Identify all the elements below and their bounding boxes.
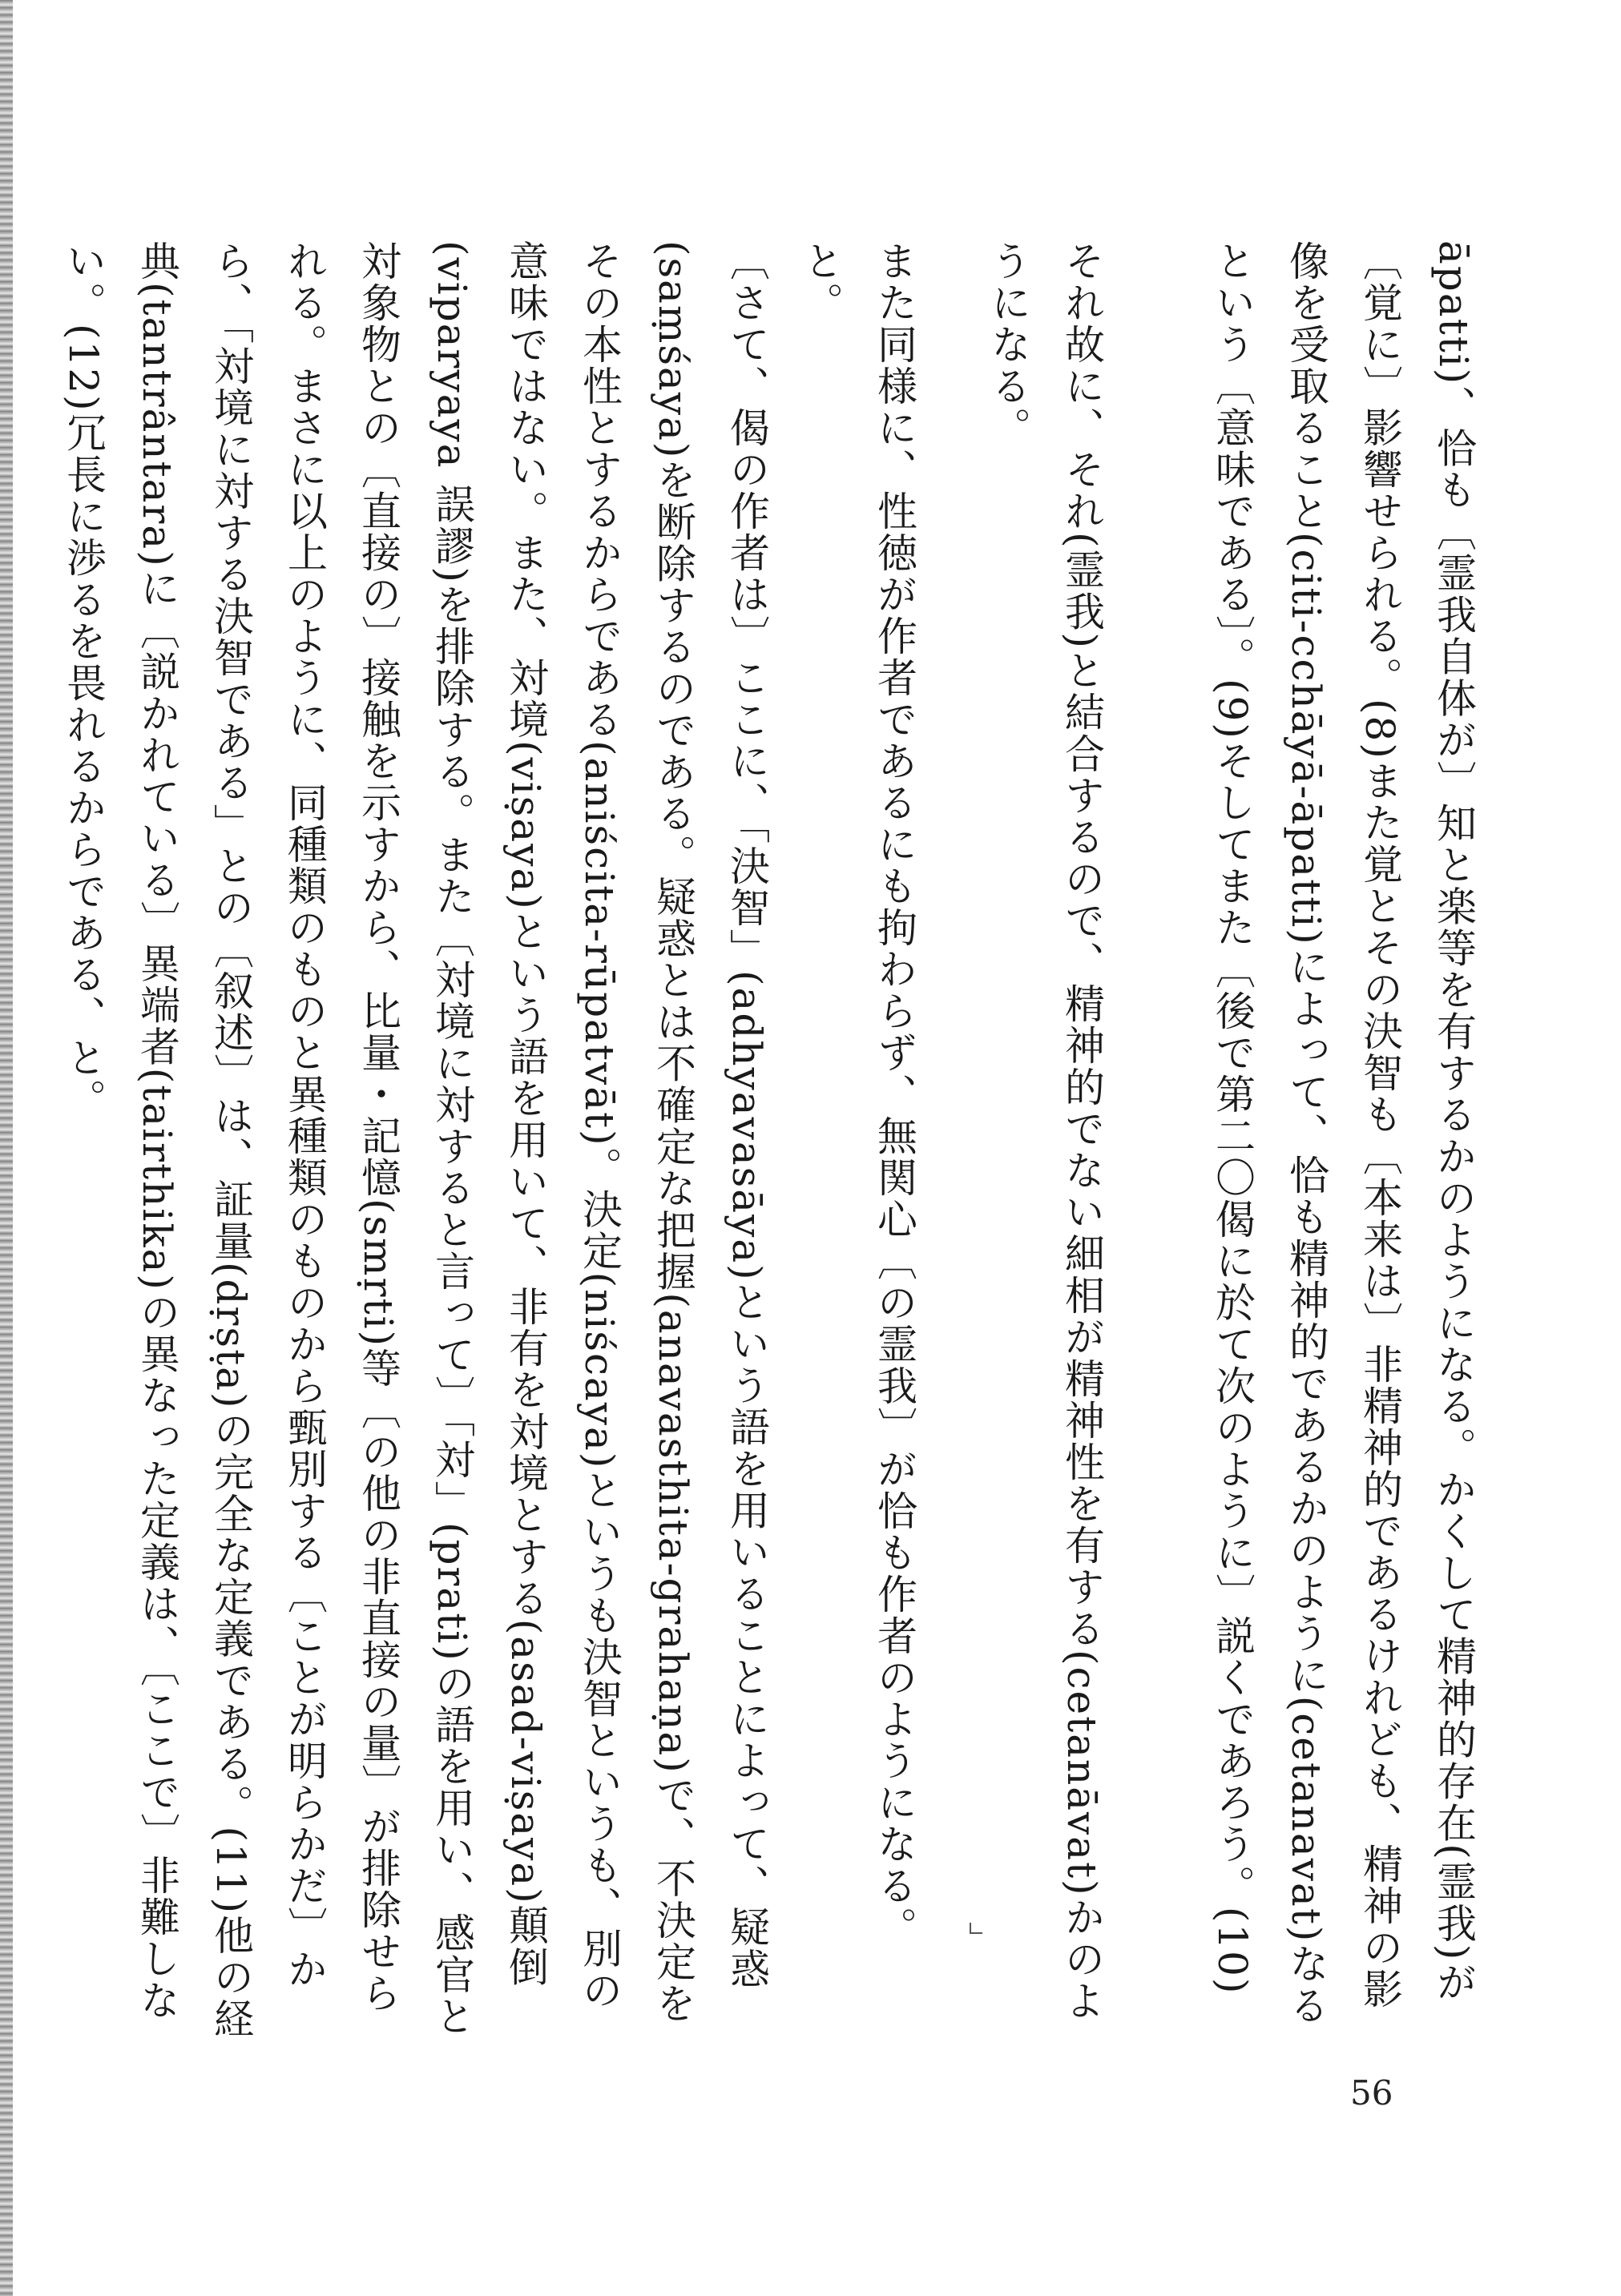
vertical-text-body <box>60 240 1490 2051</box>
quote-close: と。 <box>797 240 844 324</box>
bracket-mark <box>970 1923 982 1934</box>
verse-quote-1: それ故に、それ(霊我)と結合するので、精神的でない細相が精神性を有する(cetanāvat)かのようになる。 <box>985 240 1105 2022</box>
verse-quote-2: また同様に、性徳が作者であるにも拘わらず、無関心〔の霊我〕が恰も作者のようになる。 <box>871 240 917 1948</box>
scan-edge-shadow <box>0 0 13 2296</box>
page-number: 56 <box>1350 2073 1393 2113</box>
paragraph-1: āpatti)、恰も〔霊我自体が〕知と楽等を有するかのようになる。かくして精神的存在(霊我)が〔覚に〕影響せられる。(8)また覚とその決智も〔本来は〕非精神的であるけれども、精神の影像を受取ること(citi-cchāyā-āpatti)によって、恰も精神的であるかのように(cetanavat)なるという〔意味である〕。(9)そしてまた〔後で第二〇偈に於て次のように〕説くであろう。(10) <box>1209 240 1477 2027</box>
paragraph-2: 〔さて、偈の作者は〕ここに、「決智」(adhyavasāya)という語を用いることによって、疑惑(saṃśaya)を断除するのである。疑惑とは不確定な把握(anavasthita-grahaṇa)で、不決定をその本性とするからである(aniścita-rūpatvāt)。決定(niścaya)というも決智というも、別の意味ではない。また、対境(viṣaya)という語を用いて、非有を対境とする(asad-viṣaya)顛倒(viparyaya 誤謬)を排除する。また〔対境に対すると言って〕「対」(prati)の語を用い、感官と対象物との〔直接の〕接触を示すから、比量・記憶(smṛti)等〔の他の非直接の量〕が排除せられる。まさに以上のように、同種類のものと異種類のものから甄別する〔ことが明らかだ〕から、「対境に対する決智である」との〔叙述〕は、証量(dṛṣṭa)の完全な定義である。(11)他の経典(tantrântara)に〔説かれている〕異端者(tairthika)の異なった定義は、〔ここで〕非難しない。(12)冗長に渉るを畏れるからである、と。 <box>60 240 770 2040</box>
